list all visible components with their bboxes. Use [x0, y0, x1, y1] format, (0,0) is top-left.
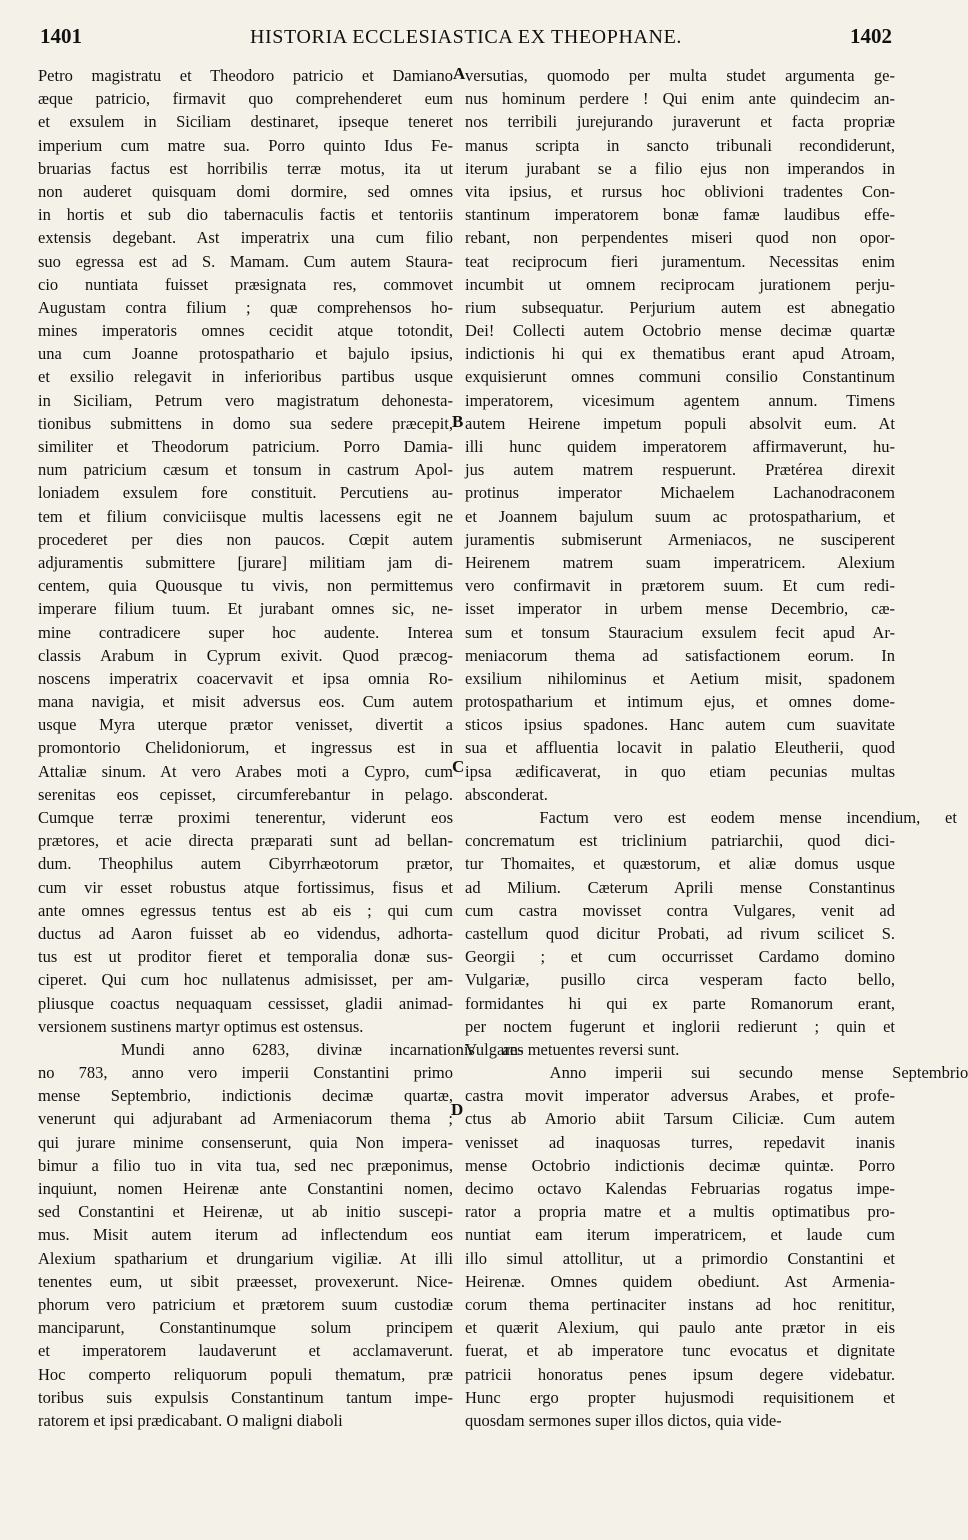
text-line: exsilium nihilominus et Aetium misit, spadonem — [465, 668, 895, 688]
text-line: jus autem matrem respuerunt. Prætérea direxit — [465, 460, 895, 480]
text-line: venisset ad inaquosas turres, repedavit inanis — [465, 1132, 895, 1152]
text-line: dum. Theophilus autem Cibyrrhæotorum prætor, — [38, 854, 453, 874]
text-line: Heirenæ. Omnes quidem obediunt. Ast Armenia- — [465, 1271, 895, 1291]
text-line: noscens imperatrix coacervavit et ipsa omnia Ro- — [38, 668, 453, 688]
text-line: Petro magistratu et Theodoro patricio et Damiano — [38, 66, 453, 85]
text-line: usque Myra uterque prætor venisset, divertit a — [38, 715, 453, 735]
text-line: Alexium spatharium et drungarium vigiliæ. At illi — [38, 1248, 453, 1268]
text-line: centem, quia Quousque tu vivis, non permittemus — [38, 576, 453, 596]
text-line: vita ipsius, et rursus hoc oblivioni tradentes Con- — [465, 181, 895, 201]
text-line: Mundi anno 6283, divinæ incarnationis an- — [38, 1039, 524, 1059]
text-line: imperium cum matre sua. Porro quinto Idus Fe- — [38, 135, 453, 155]
text-line: no 783, anno vero imperii Constantini primo — [38, 1063, 453, 1083]
text-line: Cumque terræ proximi tenerentur, viderunt eos — [38, 808, 453, 827]
text-line: bruarias factus est horribilis terræ motus, ita ut — [38, 158, 453, 178]
text-line: Georgii ; et cum occurrisset Cardamo domino — [465, 947, 895, 967]
text-line: mus. Misit autem iterum ad inflectendum eos — [38, 1225, 453, 1245]
text-line: ad Milium. Cæterum Aprili mense Constantinus — [465, 877, 895, 897]
text-line: et imperatorem laudaverunt et acclamaverunt. — [38, 1341, 453, 1361]
margin-letter-b: B — [452, 412, 464, 431]
text-line: classis Arabum in Cyprum exivit. Quod præcog- — [38, 645, 453, 665]
text-line: sum et tonsum Stauracium exsulem fecit apud Ar- — [465, 622, 895, 642]
text-line: qui jurare minime consenserunt, quia Non impera- — [38, 1132, 453, 1152]
text-line: Vulgariæ, pusillo circa vesperam facto bello, — [465, 970, 895, 990]
text-line: versutias, quomodo per multa studet argumenta ge- — [465, 66, 895, 85]
text-line: juramentis submiserunt Armeniacos, ne susciperent — [465, 529, 895, 549]
text-line: rator a propria matre et a multis optimatibus pro- — [465, 1202, 895, 1222]
text-line: et exsilio relegavit in inferioribus partibus usque — [38, 367, 453, 387]
text-line: Anno imperii sui secundo mense Septembrio — [465, 1063, 968, 1083]
text-line: mine contradicere super hoc audente. Interea — [38, 622, 453, 642]
text-line: prætores, et acie directa præparati sunt ad bellan- — [38, 831, 453, 851]
text-line: tus est ut proditor fieret et temporalia donæ sus- — [38, 947, 453, 967]
text-line: Vulgares metuentes reversi sunt. — [465, 1039, 680, 1059]
text-line: protinus imperator Michaelem Lachanodraconem — [465, 483, 895, 503]
text-line: indictionis hi qui ex thematibus erant apud Atroam, — [465, 344, 895, 364]
text-line: nos terribili jurejurando juraverunt et facta propriæ — [465, 112, 895, 132]
text-line: Hoc comperto reliquorum populi thematum, præ — [38, 1364, 453, 1384]
page-header — [40, 24, 892, 56]
text-line: vero confirmavit in prætorem suum. Et cum redi- — [465, 576, 895, 596]
text-line: cio nuntiata fuisset præsignata res, commovet — [38, 274, 453, 294]
text-line: autem Heirene impetum populi absolvit eum. At — [465, 413, 895, 433]
text-line: et Joannem bajulum suum ac protospatharium, et — [465, 506, 895, 526]
text-line: sed Constantini et Heirenæ, ut ab initio suscepi- — [38, 1202, 453, 1222]
text-line: manciparunt, Constantinumque solum principem — [38, 1318, 453, 1338]
text-line: decimo octavo Kalendas Februarias rogatus impe- — [465, 1179, 895, 1198]
text-line: pliusque coactus nequaquam cessisset, gladii animad- — [38, 993, 453, 1013]
text-line: cum vir esset robustus atque fortissimus, fisus et — [38, 877, 453, 897]
text-line: mense Septembrio, indictionis decimæ quartæ, — [38, 1086, 453, 1106]
text-line: et quærit Alexium, qui paulo ante prætor in eis — [465, 1318, 895, 1338]
text-line: mines imperatoris omnes cecidit atque totondit, — [38, 321, 453, 341]
text-line: fuerat, et ab imperatore tunc evocatus et dignitate — [465, 1341, 895, 1361]
text-line: phorum vero patricium et prætorem suum custodiæ — [38, 1294, 453, 1314]
text-line: suo egressa est ad S. Mamam. Cum autem Staura- — [38, 251, 453, 271]
right-column — [465, 64, 968, 1432]
text-line: teat reciprocum fieri juramentum. Necessitas enim — [465, 251, 895, 271]
text-line: rebant, non perpendentes miseri quod non opor- — [465, 228, 895, 248]
text-line: sua et affluentia locavit in palatio Eleutherii, quod — [465, 738, 895, 758]
text-line: absconderat. — [465, 784, 548, 804]
text-line: protospatharium et intimum ejus, et omnes dome- — [465, 692, 895, 712]
text-line: cum castra movisset contra Vulgares, venit ad — [465, 900, 895, 920]
text-line: per noctem fugerunt et inglorii redierunt ; quin et — [465, 1016, 895, 1036]
text-line: tenentes eum, ut sibit præesset, provexerunt. Nice- — [38, 1271, 453, 1291]
text-line: ductus ad Aaron fuisset ab eo videndus, adhorta- — [38, 923, 453, 943]
text-line: isset imperator in urbem mense Decembrio, cæ- — [465, 599, 895, 619]
text-line: versionem sustinens martyr optimus est ostensus. — [38, 1016, 364, 1036]
text-line: meniacorum thema ad satisfactionem eorum. In — [465, 645, 895, 665]
text-line: et exsulem in Siciliam destinaret, ipseque teneret — [38, 112, 453, 132]
text-line: ipsa ædificaverat, in quo etiam pecunias multas — [465, 761, 895, 781]
text-line: tem et filium conviciisque multis lacessens egit ne — [38, 506, 453, 526]
text-line: Attaliæ sinum. At vero Arabes moti a Cypro, cum — [38, 761, 453, 781]
text-line: extensis degebant. Ast imperatrix una cum filio — [38, 228, 453, 248]
text-line: adjuramentis submittere [jurare] militiam jam di- — [38, 552, 453, 572]
text-line: Hunc ergo propter hujusmodi requisitionem et — [465, 1387, 895, 1407]
text-line: tur Thomaites, et quæstorum, et aliæ domus usque — [465, 854, 895, 874]
text-line: illi hunc quidem imperatorem affirmaverunt, hu- — [465, 437, 895, 456]
text-line: castellum quod dicitur Probati, ad rivum scilicet S. — [465, 923, 895, 943]
text-line: nuntiat eam iterum imperatricem, et laude cum — [465, 1225, 895, 1245]
text-line: incumbit ut omnem reciprocam jurationem perju- — [465, 274, 895, 294]
text-line: similiter et Theodorum patricium. Porro Damia- — [38, 437, 453, 456]
text-line: in hortis et sub dio tabernaculis factis et tentoriis — [38, 205, 453, 225]
text-line: mana navigia, et misit adversus eos. Cum autem — [38, 692, 453, 712]
text-line: æque patricio, firmavit quo comprehenderet eum — [38, 89, 453, 109]
text-line: ciperet. Qui cum hoc nullatenus admisisset, per am- — [38, 970, 453, 990]
text-line: inquiunt, nomen Heirenæ ante Constantini nomen, — [38, 1179, 453, 1198]
text-line: Factum vero est eodem mense incendium, et — [465, 808, 957, 827]
margin-letter-c: C — [452, 757, 465, 776]
text-line: sticos ipsius spadones. Hanc autem cum suavitate — [465, 715, 895, 735]
text-line: Heirenem matrem suam imperatricem. Alexium — [465, 552, 895, 572]
text-line: in Siciliam, Petrum vero magistratum dehonesta- — [38, 390, 453, 410]
margin-letter-d: D — [451, 1100, 464, 1119]
page-number-right: 1402 — [850, 24, 892, 48]
margin-letter-a: A — [453, 64, 466, 83]
text-line: manus scripta in sancto tribunali recondiderunt, — [465, 135, 895, 155]
text-line: formidantes hi qui ex parte Romanorum erant, — [465, 993, 895, 1013]
text-line: loniadem exsulem fore constituit. Percutiens au- — [38, 483, 453, 503]
running-title: HISTORIA ECCLESIASTICA EX THEOPHANE. — [250, 26, 682, 48]
text-line: ante omnes egressus tentus est ab eis ; qui cum — [38, 900, 453, 920]
text-line: rium subsequatur. Perjurium autem est abnegatio — [465, 297, 895, 317]
text-line: castra movit imperator adversus Arabes, et profe- — [465, 1086, 895, 1106]
text-line: exquisierunt omnes communi consilio Constantinum — [465, 367, 895, 387]
text-line: Augustam contra filium ; quæ comprehensos ho- — [38, 297, 453, 317]
text-line: stantinum imperatorem bonæ famæ laudibus effe- — [465, 205, 895, 225]
text-line: nus hominum perdere ! Qui enim ante quindecim an- — [465, 89, 895, 109]
text-line: tionibus submittens in domo sua sedere præcepit, — [38, 413, 453, 433]
text-line: serenitas eos cepisset, circumferebantur in pelago. — [38, 784, 453, 804]
text-line: ctus ab Amorio abiit Tarsum Ciliciæ. Cum autem — [465, 1109, 895, 1129]
text-line: Dei! Collecti autem Octobrio mense decimæ quartæ — [465, 321, 895, 341]
text-line: illo simul attollitur, ut a primordio Constantini et — [465, 1248, 895, 1268]
text-line: concrematum est triclinium patriarchii, quod dici- — [465, 831, 895, 851]
text-line: quosdam sermones super illos dictos, quia vide- — [465, 1410, 782, 1430]
text-line: venerunt qui adjurabant ad Armeniacorum thema ; — [38, 1109, 453, 1129]
text-line: non auderet quisquam domi dormire, sed omnes — [38, 181, 453, 201]
text-line: procederet per dies non paucos. Cœpit autem — [38, 529, 453, 549]
text-line: imperare filium tuum. Et jurabant omnes sic, ne- — [38, 599, 453, 619]
text-line: bimur a filio tuo in vita tua, sed nec præponimus, — [38, 1155, 453, 1175]
text-line: corum thema pertinaciter instans ad hoc renititur, — [465, 1294, 895, 1314]
text-line: imperatorem, vicesimum agentem annum. Timens — [465, 390, 895, 410]
text-line: num patricium cæsum et tonsum in castrum Apol- — [38, 460, 453, 480]
text-line: ratorem et ipsi prædicabant. O maligni diaboli — [38, 1410, 343, 1430]
text-line: promontorio Chelidoniorum, et ingressus est in — [38, 738, 453, 758]
page-number-left: 1401 — [40, 24, 82, 48]
text-line: patricii honoratus penes ipsum degere videbatur. — [465, 1364, 895, 1384]
text-line: toribus suis expulsis Constantinum tantum impe- — [38, 1387, 453, 1407]
text-line: iterum jurabant se a filio ejus non imperandos in — [465, 158, 895, 178]
text-line: mense Octobrio indictionis decimæ quintæ. Porro — [465, 1155, 895, 1175]
text-line: una cum Joanne protospathario et bajulo ipsius, — [38, 344, 453, 364]
